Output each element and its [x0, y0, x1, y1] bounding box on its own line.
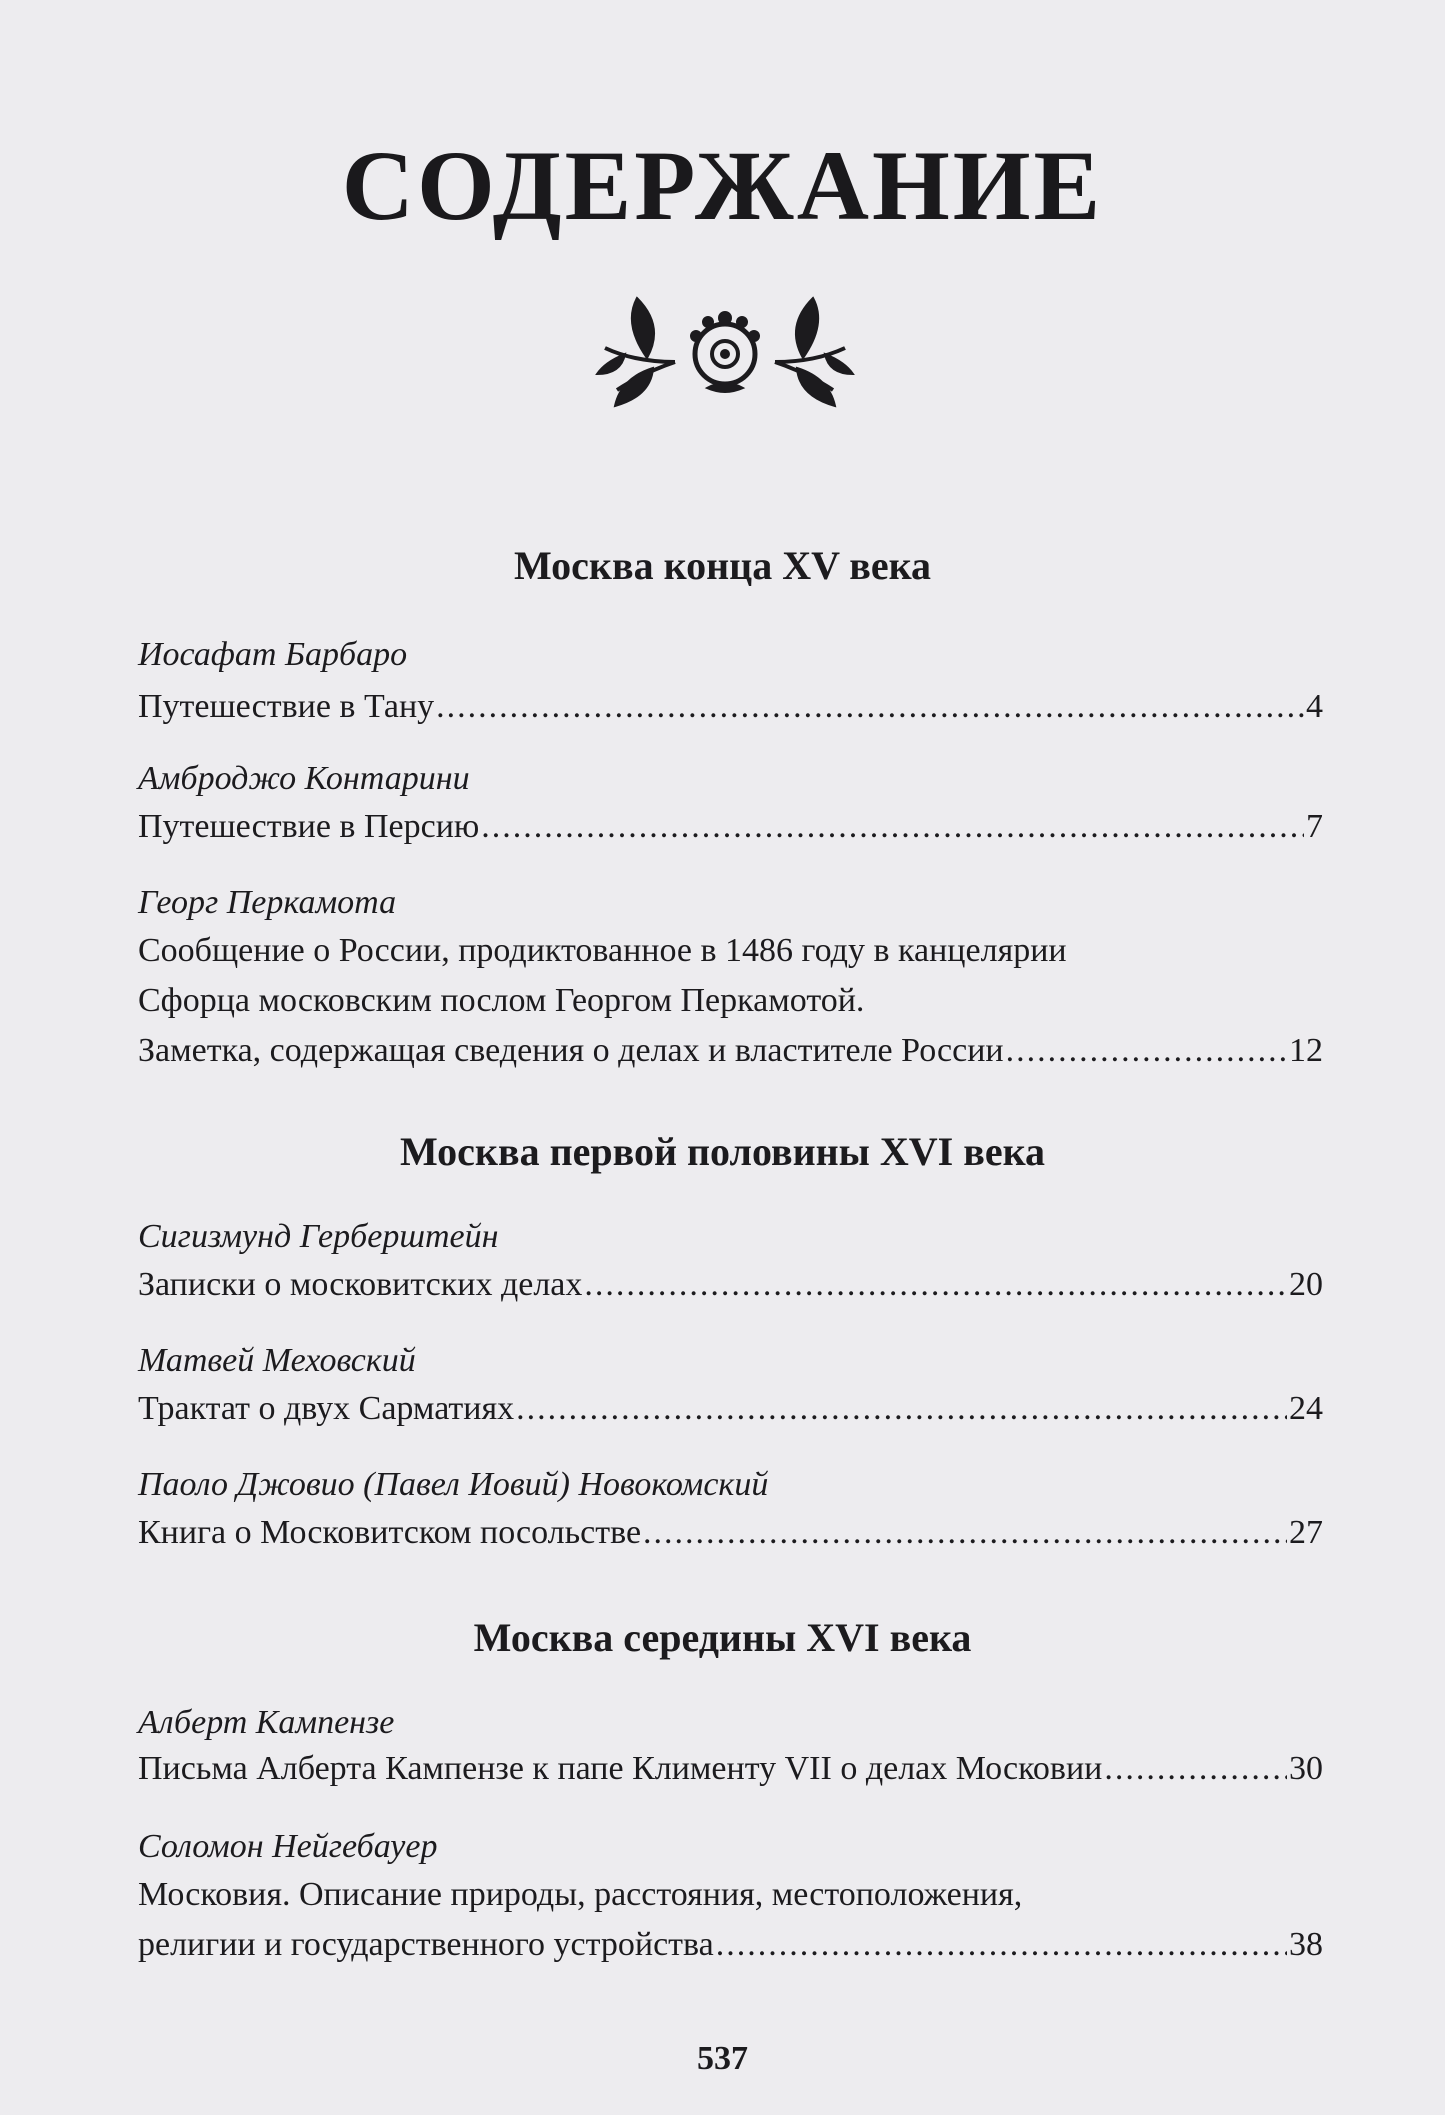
entry-author: Иосафат Барбаро: [138, 636, 408, 673]
dot-leader: [1104, 1750, 1287, 1788]
entry-title: религии и государственного устройства: [138, 1926, 714, 1963]
entry-title: Записки о московитских делах: [138, 1266, 583, 1303]
entry-title: Путешествие в Персию: [138, 808, 480, 845]
dot-leader: [584, 1266, 1287, 1304]
page-folio: 537: [697, 2040, 748, 2077]
toc-entry[interactable]: [138, 808, 1323, 846]
page-number: 24: [1289, 1390, 1323, 1427]
entry-title: Заметка, содержащая сведения о делах и властителе России: [138, 1032, 1004, 1069]
entry-title: Книга о Московитском посольстве: [138, 1514, 642, 1551]
entry-title: Трактат о двух Сарматиях: [138, 1390, 515, 1427]
toc-entry[interactable]: [138, 1750, 1323, 1788]
entry-author: Алберт Кампензе: [138, 1704, 395, 1741]
entry-author: Соломон Нейгебауер: [138, 1828, 438, 1865]
dot-leader: [516, 1390, 1287, 1428]
entry-author: Георг Перкамота: [138, 884, 397, 921]
toc-entry[interactable]: [138, 1266, 1323, 1304]
dot-leader: [436, 688, 1304, 726]
entry-title-line: Сообщение о России, продиктованное в 1486 году в канцелярии: [138, 932, 1067, 969]
toc-entry[interactable]: [138, 688, 1323, 726]
toc-entry[interactable]: [138, 1032, 1323, 1070]
page-number: 12: [1289, 1032, 1323, 1069]
page-number: 4: [1306, 688, 1323, 725]
entry-author: Сигизмунд Герберштейн: [138, 1218, 499, 1255]
section-heading: Москва первой половины XVI века: [399, 1129, 1046, 1174]
entry-author: Паоло Джовио (Павел Иовий) Новокомский: [138, 1466, 769, 1503]
dot-leader: [481, 808, 1304, 846]
page-number: 30: [1289, 1750, 1323, 1787]
dot-leader: [643, 1514, 1287, 1552]
toc-entry[interactable]: [138, 1926, 1323, 1964]
dot-leader: [1006, 1032, 1287, 1070]
floral-ornament-icon: [595, 292, 855, 410]
entry-author: Амброджо Контарини: [138, 760, 470, 797]
entry-title-line: Сфорца московским послом Георгом Перкамотой.: [138, 982, 865, 1019]
dot-leader: [716, 1926, 1287, 1964]
section-heading: Москва середины XVI века: [473, 1615, 972, 1660]
page-number: 38: [1289, 1926, 1323, 1963]
entry-title-line: Московия. Описание природы, расстояния, местоположения,: [138, 1876, 1023, 1913]
toc-entry[interactable]: [138, 1390, 1323, 1428]
page-number: 7: [1306, 808, 1323, 845]
entry-title: Письма Алберта Кампензе к папе Клименту VII о делах Московии: [138, 1750, 1103, 1787]
entry-title: Путешествие в Тану: [138, 688, 435, 725]
page-number: 20: [1289, 1266, 1323, 1303]
page-number: 27: [1289, 1514, 1323, 1551]
toc-entry[interactable]: [138, 1514, 1323, 1552]
page-title: СОДЕРЖАНИЕ: [341, 130, 1104, 241]
entry-author: Матвей Меховский: [138, 1342, 416, 1379]
section-heading: Москва конца XV века: [513, 543, 932, 588]
